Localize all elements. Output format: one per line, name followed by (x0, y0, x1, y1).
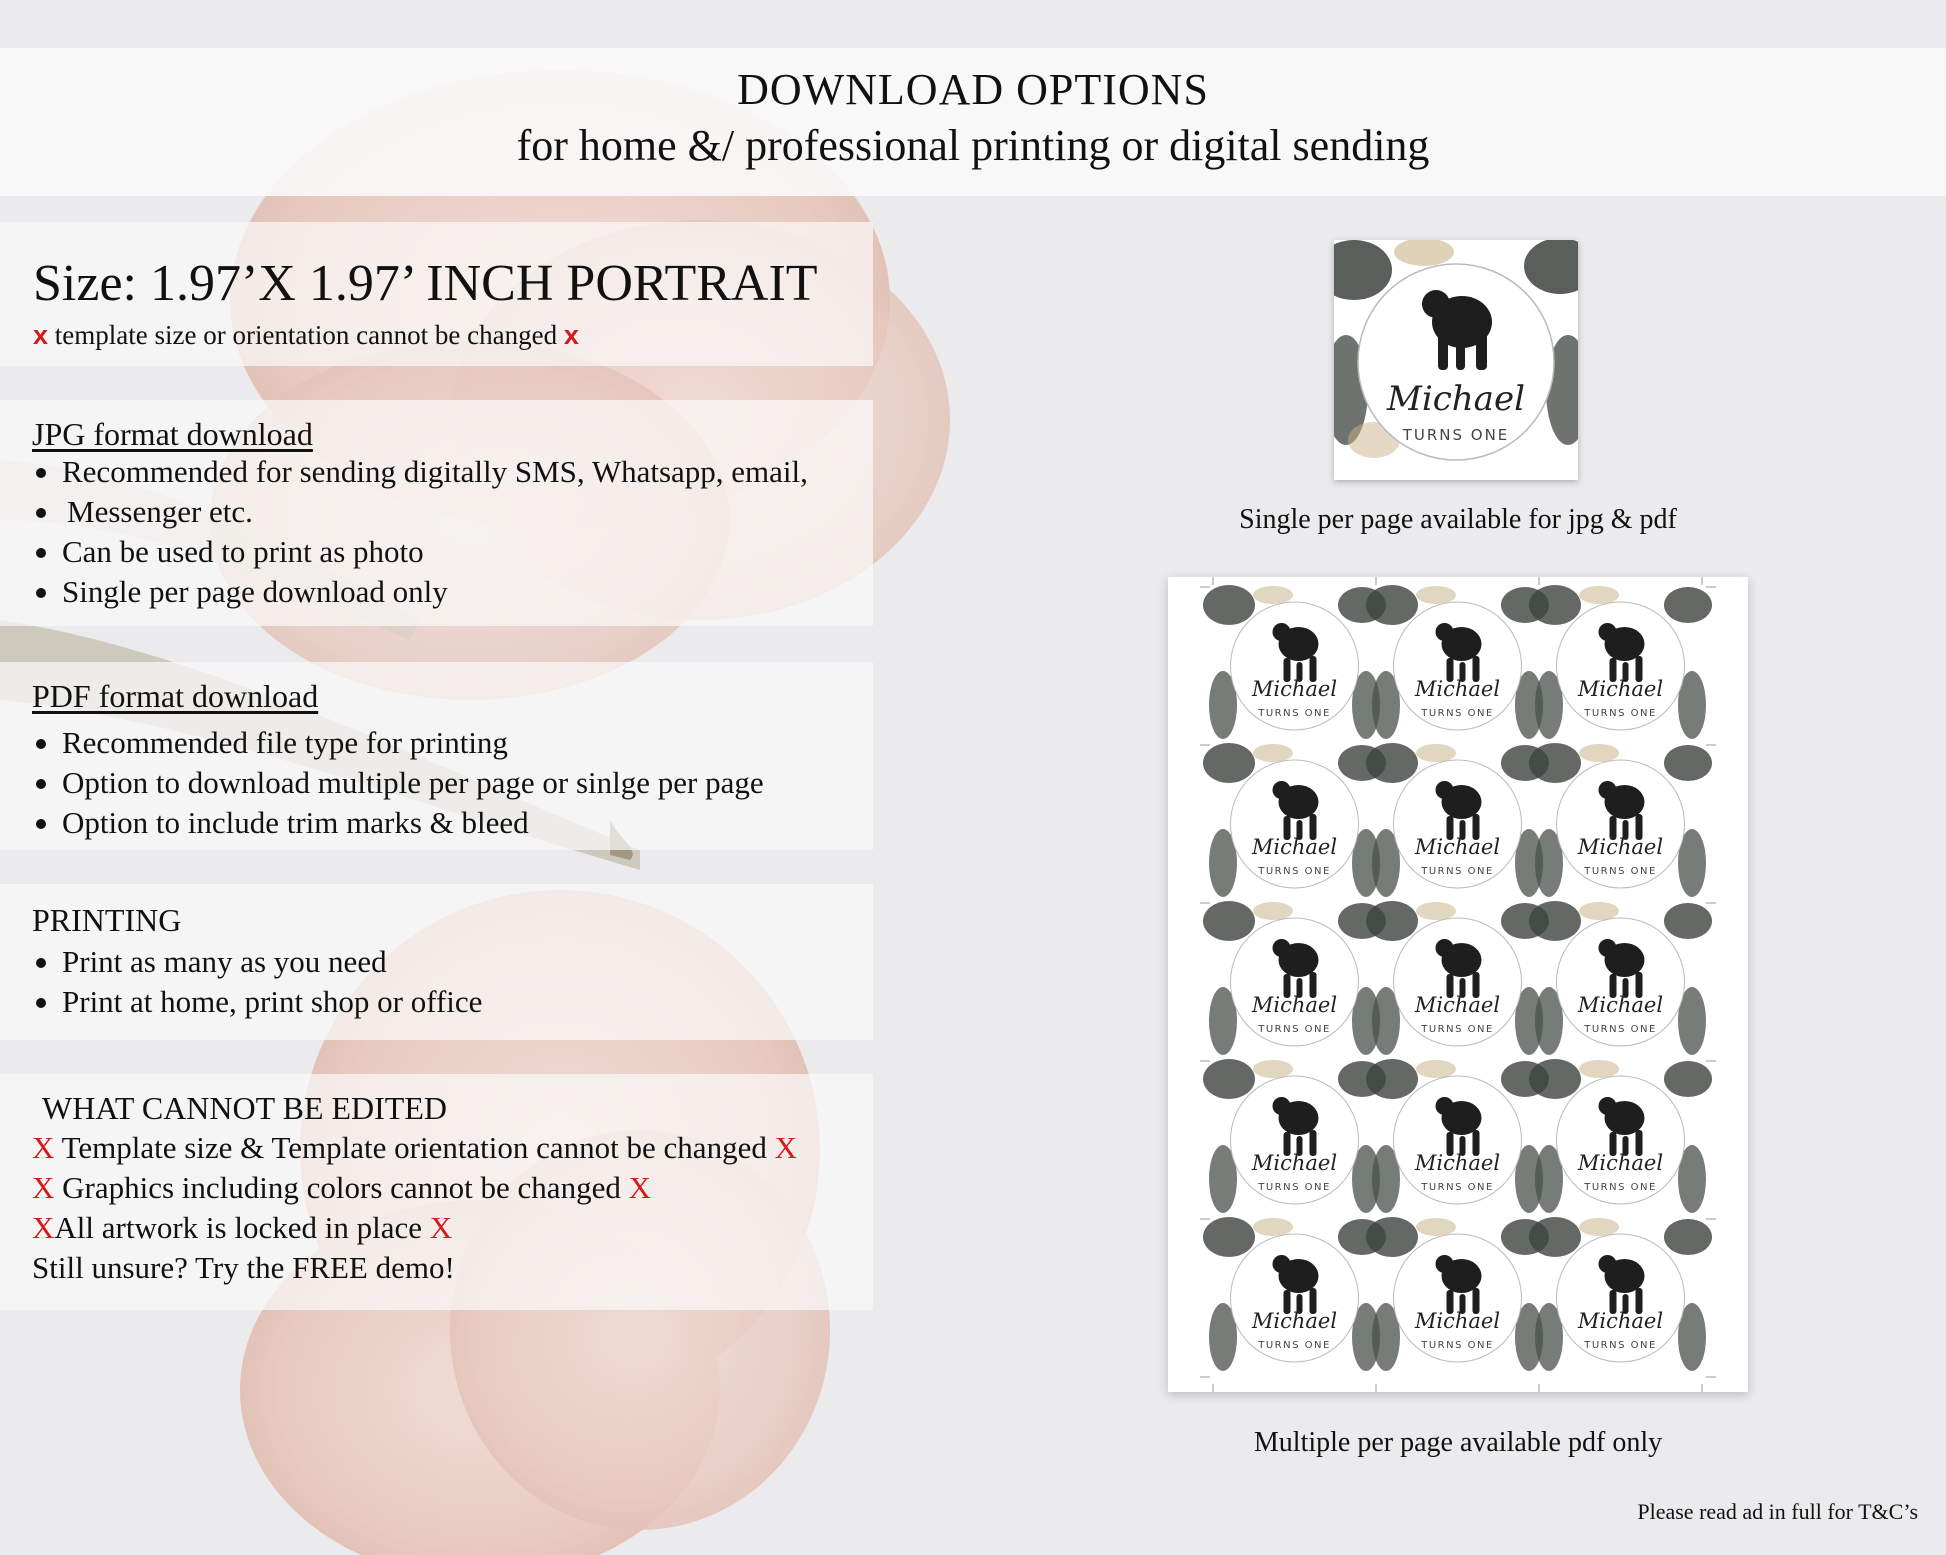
card-sub: TURNS ONE (1584, 1340, 1657, 1351)
restriction-line: X Graphics including colors cannot be changed X (32, 1170, 651, 1205)
footer-note: Please read ad in full for T&C’s (1637, 1499, 1918, 1524)
restriction-line: XAll artwork is locked in place X (32, 1210, 453, 1245)
demo-text: Still unsure? Try the FREE demo! (32, 1250, 455, 1285)
card-name: Michael (1251, 835, 1338, 859)
x-mark: X (429, 1210, 453, 1245)
sheet-card (1529, 1217, 1712, 1371)
jpg-bullets (32, 452, 808, 612)
card-artwork (1334, 240, 1578, 480)
card-name: Michael (1414, 677, 1501, 701)
sheet-card (1366, 585, 1549, 739)
card-sub: TURNS ONE (1584, 1182, 1657, 1193)
card-sub: TURNS ONE (1258, 866, 1331, 877)
jpg-panel (0, 400, 873, 626)
page-subtitle: for home &/ professional printing or digital sending (516, 121, 1430, 170)
card-sub: TURNS ONE (1421, 1024, 1494, 1035)
card-sub: TURNS ONE (1584, 1024, 1657, 1035)
cannot-edit-panel (0, 1074, 873, 1310)
sheet-card (1366, 901, 1549, 1055)
sheet-card (1529, 743, 1712, 897)
sheet-card (1203, 585, 1386, 739)
card-name: Michael (1414, 993, 1501, 1017)
x-mark: x (563, 320, 579, 350)
size-title: Size: 1.97’X 1.97’ INCH PORTRAIT (33, 255, 818, 312)
header-banner (0, 48, 1946, 196)
size-panel (0, 222, 873, 366)
card-sub: TURNS ONE (1258, 1182, 1331, 1193)
card-sub: TURNS ONE (1584, 866, 1657, 877)
list-item: Recommended for sending digitally SMS, Whatsapp, email, (32, 452, 808, 492)
sheet-card (1203, 743, 1386, 897)
x-mark: x (33, 320, 49, 350)
card-sub: TURNS ONE (1258, 1024, 1331, 1035)
card-name: Michael (1251, 1309, 1338, 1333)
x-mark: X (774, 1130, 797, 1165)
list-item: Can be used to print as photo (32, 532, 808, 572)
card-name: Michael (1577, 1309, 1664, 1333)
card-name: Michael (1577, 1151, 1664, 1175)
sheet-card (1203, 901, 1386, 1055)
card-sub: TURNS ONE (1421, 708, 1494, 719)
page-title: DOWNLOAD OPTIONS (737, 65, 1209, 114)
sheet-card (1529, 1059, 1712, 1213)
printing-title: PRINTING (32, 902, 182, 938)
card-name: Michael (1577, 677, 1664, 701)
card-name: Michael (1414, 1309, 1501, 1333)
multi-caption: Multiple per page available pdf only (1253, 1427, 1663, 1458)
sheet-card (1203, 1059, 1386, 1213)
list-item-continuation: Messenger etc. (32, 492, 808, 532)
multi-sheet-preview (1168, 577, 1748, 1392)
sheet-card (1529, 585, 1712, 739)
card-sub: TURNS ONE (1258, 1340, 1331, 1351)
card-sub: TURNS ONE (1421, 1340, 1494, 1351)
card-name: Michael (1387, 379, 1525, 419)
card-sub: TURNS ONE (1258, 708, 1331, 719)
list-item: Print as many as you need (32, 942, 482, 982)
card-name: Michael (1577, 835, 1664, 859)
x-mark: X (32, 1170, 55, 1205)
card-sub: TURNS ONE (1421, 1182, 1494, 1193)
card-name: Michael (1577, 993, 1664, 1017)
card-name: Michael (1251, 993, 1338, 1017)
single-card-preview (1334, 240, 1578, 480)
pdf-title: PDF format download (32, 678, 319, 714)
card-name: Michael (1251, 677, 1338, 701)
sheet-card (1366, 1217, 1549, 1371)
card-sub: TURNS ONE (1584, 708, 1657, 719)
list-item: Option to download multiple per page or sinlge per page (32, 763, 764, 803)
sheet-card (1529, 901, 1712, 1055)
list-item: Option to include trim marks & bleed (32, 803, 764, 843)
list-item: Print at home, print shop or office (32, 982, 482, 1022)
cannot-edit-title: WHAT CANNOT BE EDITED (42, 1090, 447, 1126)
x-mark: X (628, 1170, 651, 1205)
x-mark: X (32, 1130, 55, 1165)
list-item: Recommended file type for printing (32, 723, 764, 763)
card-name: Michael (1251, 1151, 1338, 1175)
card-sub: TURNS ONE (1402, 426, 1510, 444)
sheet-card (1203, 1217, 1386, 1371)
list-item: Single per page download only (32, 572, 808, 612)
restriction-line: X Template size & Template orientation cannot be changed X (32, 1130, 797, 1165)
single-caption: Single per page available for jpg & pdf (1239, 504, 1677, 535)
pdf-panel (0, 662, 873, 850)
card-sub: TURNS ONE (1421, 866, 1494, 877)
printing-panel (0, 884, 873, 1040)
printing-bullets (32, 942, 482, 1022)
pdf-bullets (32, 723, 764, 843)
size-note-text: template size or orientation cannot be changed (48, 320, 564, 350)
sheet-card (1366, 743, 1549, 897)
card-name: Michael (1414, 835, 1501, 859)
sheet-card (1366, 1059, 1549, 1213)
card-name: Michael (1414, 1151, 1501, 1175)
size-note (33, 320, 579, 351)
x-mark: X (32, 1210, 55, 1245)
sheet-grid (1168, 577, 1748, 1392)
jpg-title: JPG format download (32, 416, 313, 452)
